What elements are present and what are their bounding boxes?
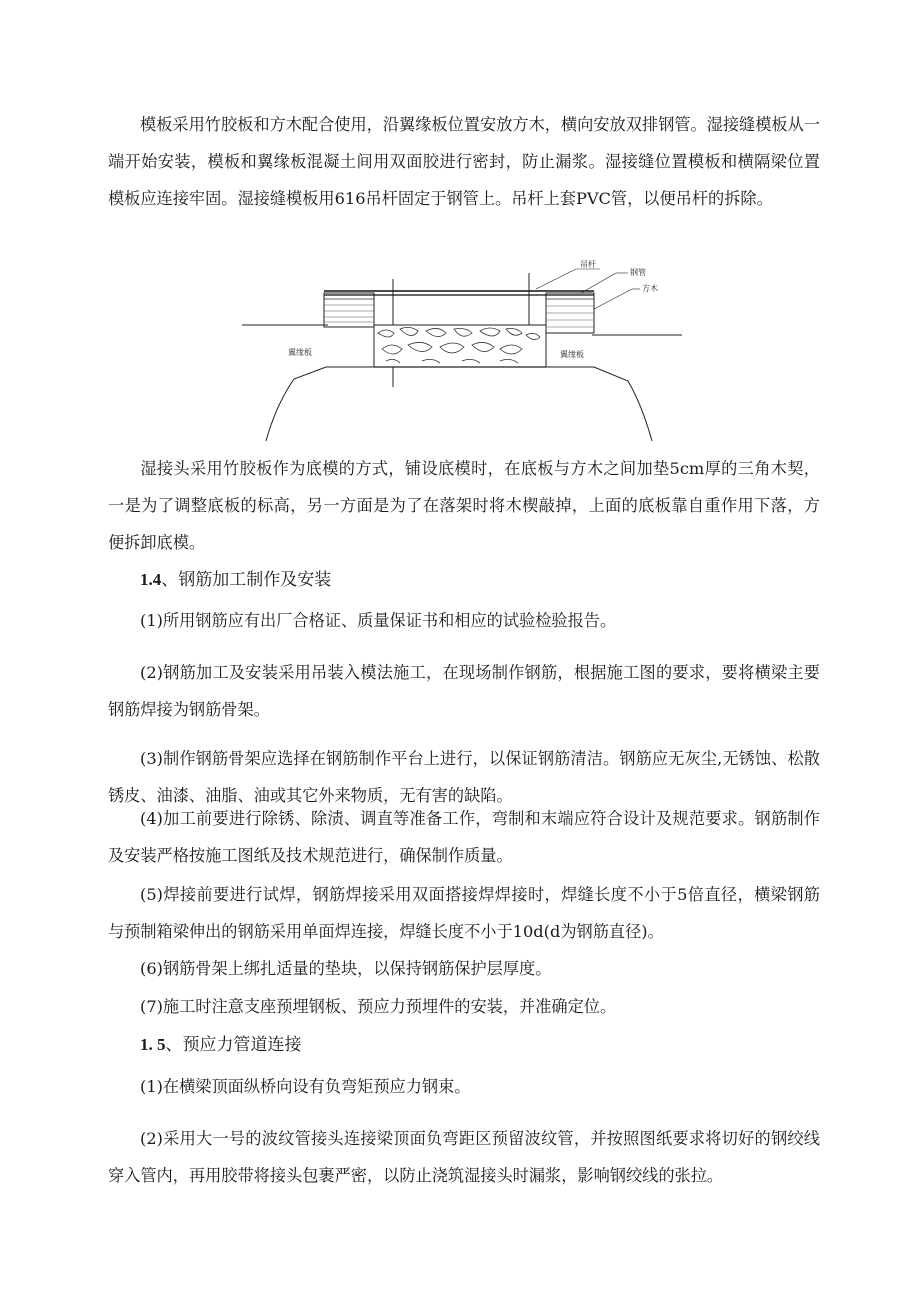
list-item-text: (7)施工时注意支座预埋钢板、预应力预埋件的安装，并准确定位。 bbox=[140, 997, 617, 1016]
list-item bbox=[108, 654, 820, 728]
label-steel-pipe: 钢管 bbox=[630, 268, 646, 277]
leader-hanger bbox=[536, 269, 576, 289]
list-item-text: (1)所用钢筋应有出厂合格证、质量保证书和相应的试验检验报告。 bbox=[140, 611, 617, 630]
section-heading-1-5 bbox=[140, 1030, 302, 1060]
flange-left-outline bbox=[266, 325, 374, 441]
list-item bbox=[108, 1120, 820, 1194]
list-item bbox=[108, 876, 820, 950]
list-item bbox=[108, 1068, 820, 1105]
paragraph-wet-joint-text: 湿接头采用竹胶板作为底模的方式，铺设底模时，在底板与方木之间加垫5cm厚的三角木契，一是为了调整底板的标高，另一方面是为了在落架时将木楔敲掉，上面的底板靠自重作用下落，方便拆卸底模。 bbox=[108, 459, 820, 552]
wet-joint-formwork-diagram bbox=[236, 255, 686, 445]
list-item bbox=[108, 602, 820, 639]
label-flange-right: 翼缘板 bbox=[560, 350, 584, 359]
wet-joint-concrete bbox=[374, 325, 546, 367]
list-item-text: (2)采用大一号的波纹管接头连接梁顶面负弯距区预留波纹管，并按照图纸要求将切好的钢绞线穿入管内，再用胶带将接头包裹严密，以防止浇筑湿接头时漏浆，影响钢绞线的张拉。 bbox=[108, 1129, 820, 1185]
list-item bbox=[108, 800, 820, 874]
list-item bbox=[108, 950, 820, 987]
leader-pipe bbox=[581, 273, 616, 293]
section-heading-1-4 bbox=[140, 565, 331, 595]
list-item-text: (5)焊接前要进行试焊，钢筋焊接采用双面搭接焊焊接时，焊缝长度不小于5倍直径，横梁钢筋与预制箱梁伸出的钢筋采用单面焊连接，焊缝长度不小于10d(d为钢筋直径)。 bbox=[108, 885, 820, 941]
paragraph-wet-joint bbox=[108, 450, 820, 561]
list-item-text: (1)在横梁顶面纵桥向设有负弯矩预应力钢束。 bbox=[140, 1077, 471, 1096]
timber-left bbox=[324, 293, 374, 327]
paragraph-formwork bbox=[108, 106, 820, 217]
leader-timber bbox=[594, 289, 632, 309]
timber-right bbox=[546, 293, 594, 333]
list-item-text: (3)制作钢筋骨架应选择在钢筋制作平台上进行，以保证钢筋清洁。钢筋应无灰尘,无锈蚀、松散锈皮、油漆、油脂、油或其它外来物质，无有害的缺陷。 bbox=[108, 749, 820, 805]
list-item-text: (2)钢筋加工及安装采用吊装入模法施工，在现场制作钢筋，根据施工图的要求，要将横梁主要钢筋焊接为钢筋骨架。 bbox=[108, 663, 820, 719]
list-item-text: (4)加工前要进行除锈、除渍、调直等准备工作，弯制和末端应符合设计及规范要求。钢筋制作及安装严格按施工图纸及技术规范进行，确保制作质量。 bbox=[108, 809, 820, 865]
diagram-svg bbox=[236, 255, 686, 445]
label-hanger: 吊杆 bbox=[580, 260, 596, 269]
paragraph-formwork-text: 模板采用竹胶板和方木配合使用，沿翼缘板位置安放方木，横向安放双排钢管。湿接缝模板从一端开始安装，模板和翼缘板混凝土间用双面胶进行密封，防止漏浆。湿接缝位置模板和横隔梁位置模板应连接牢固。湿接缝模板用616吊杆固定于钢管上。吊杆上套PVC管，以便吊杆的拆除。 bbox=[108, 115, 820, 208]
list-item-text: (6)钢筋骨架上绑扎适量的垫块，以保持钢筋保护层厚度。 bbox=[140, 959, 552, 978]
section-title-1-5: 、预应力管道连接 bbox=[165, 1035, 302, 1055]
label-timber: 方木 bbox=[642, 284, 658, 293]
list-item bbox=[108, 988, 820, 1025]
section-number-1-5: 1. 5 bbox=[140, 1035, 166, 1054]
section-title-1-4: 、钢筋加工制作及安装 bbox=[161, 570, 332, 590]
label-flange-left: 翼缘板 bbox=[288, 348, 312, 357]
section-number-1-4: 1.4 bbox=[140, 570, 162, 589]
